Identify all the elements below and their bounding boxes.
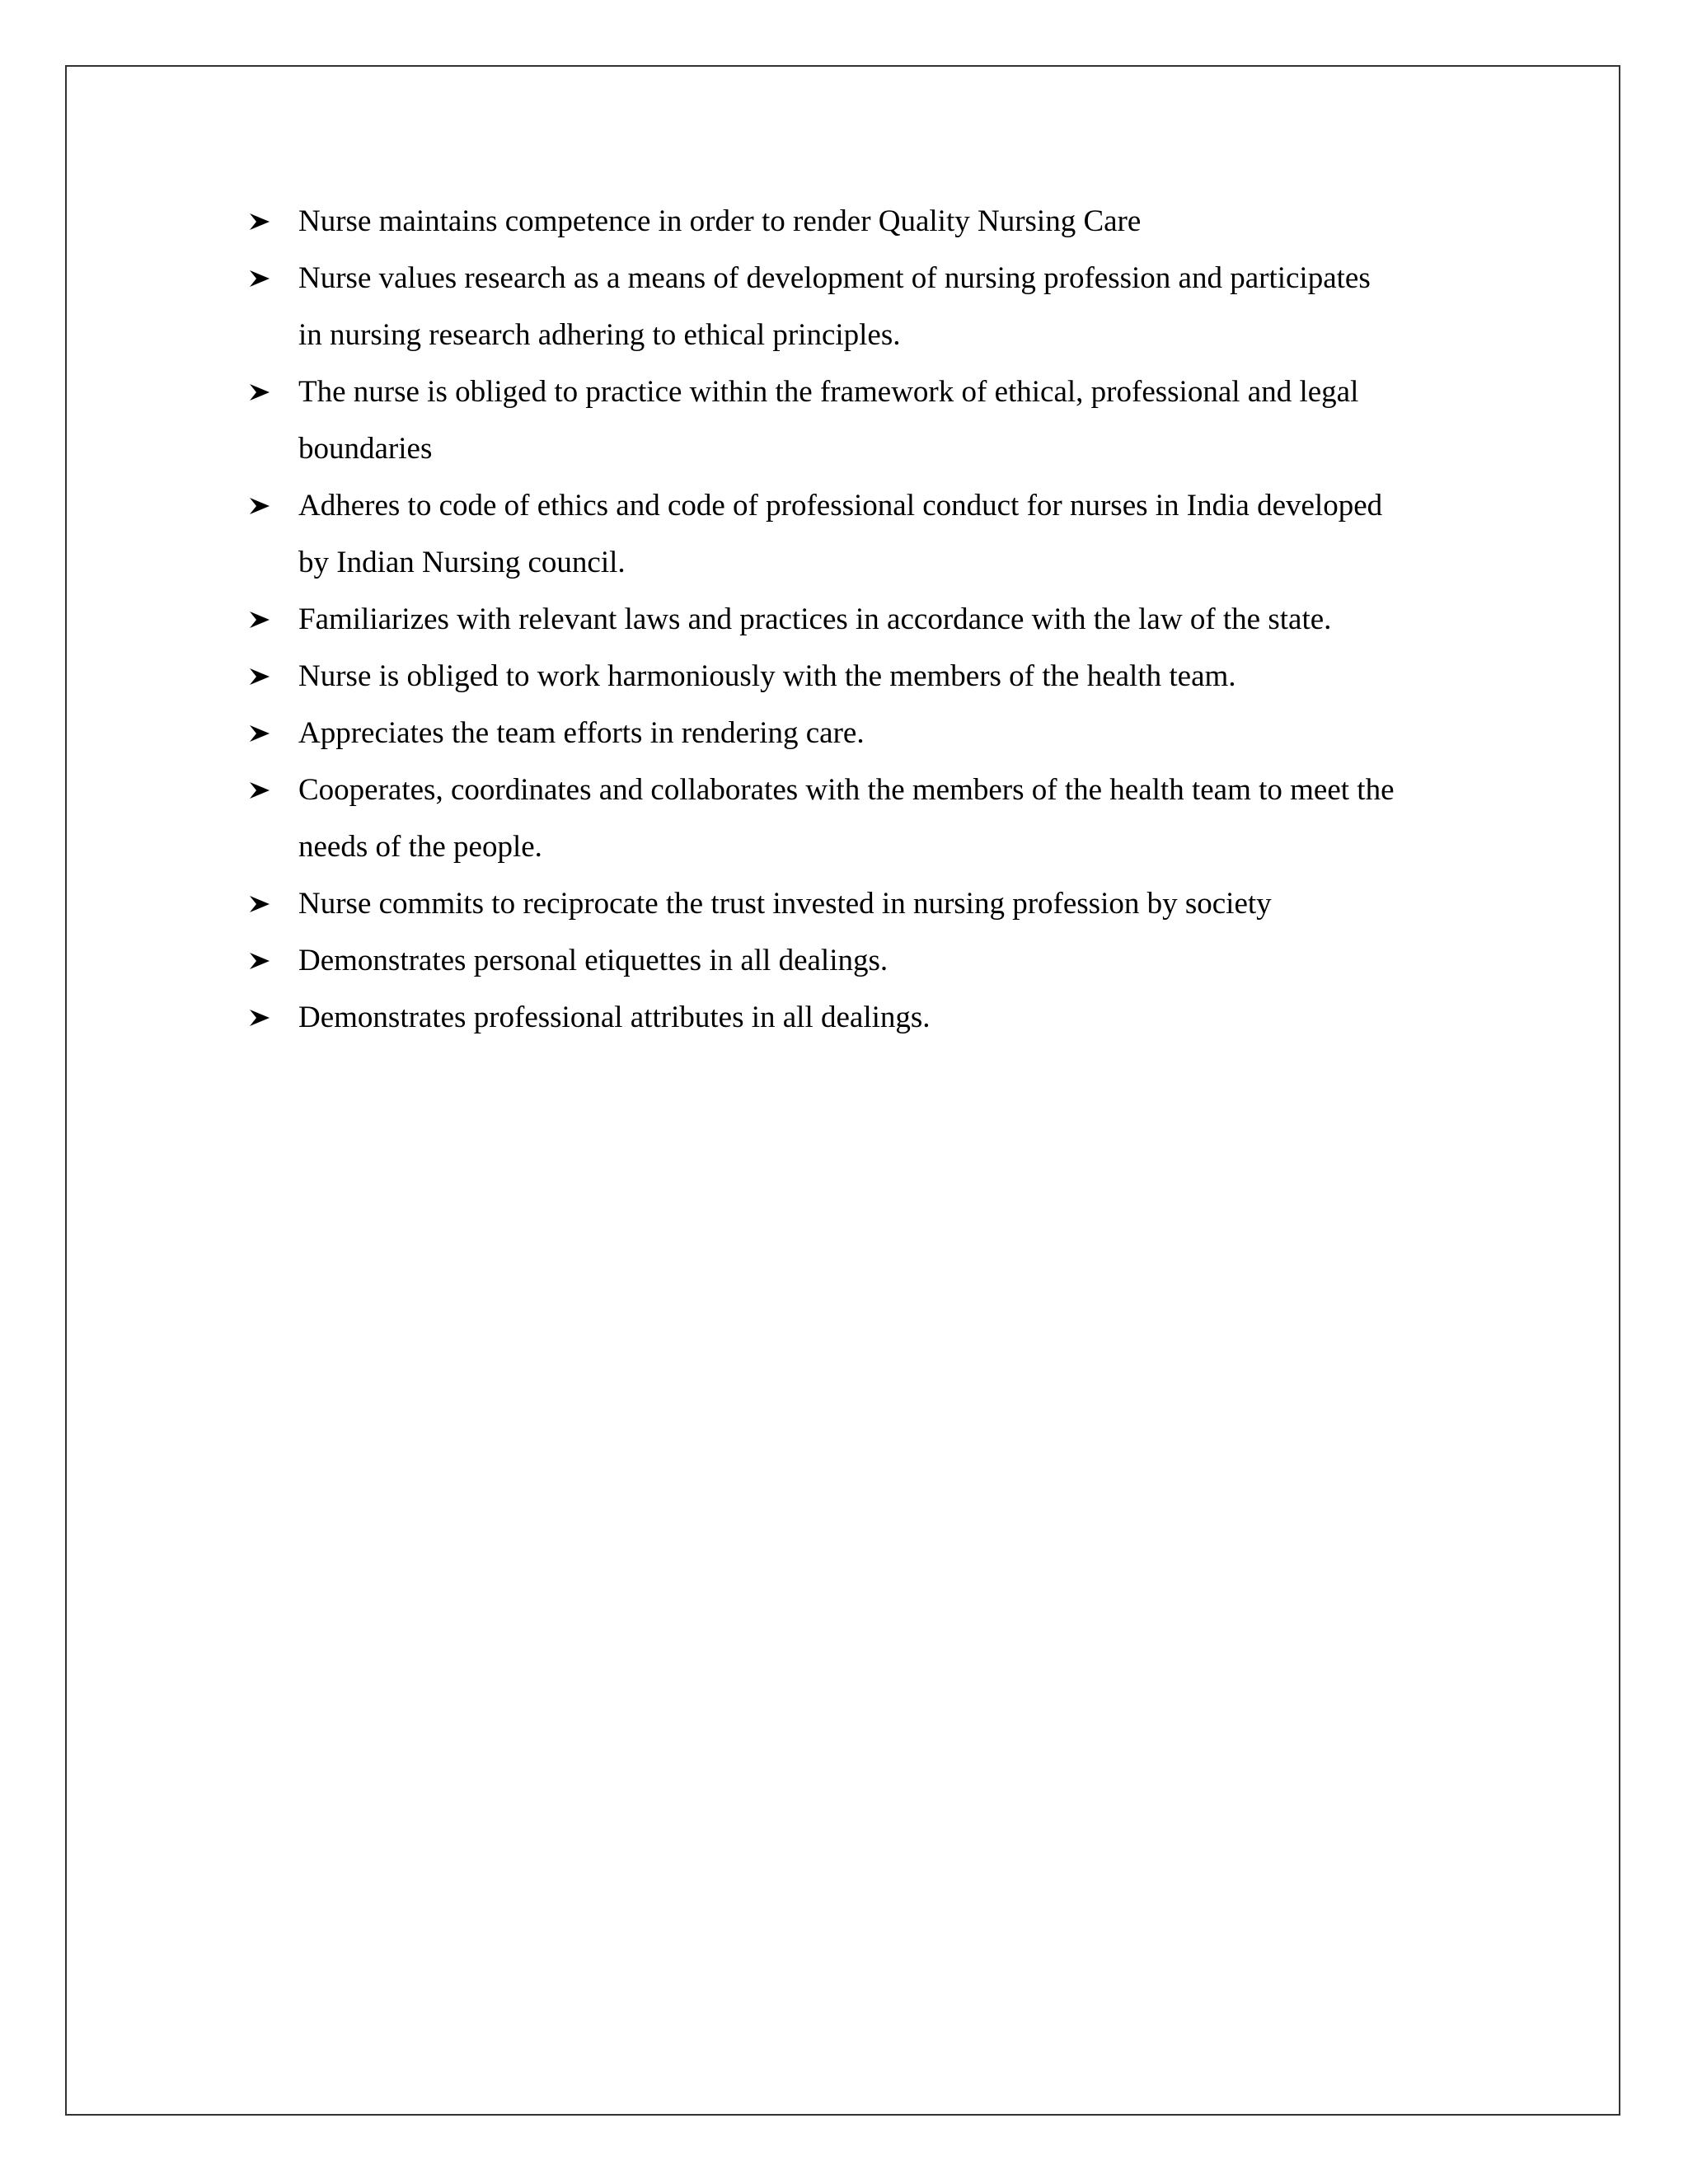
- list-item-text-line: Appreciates the team efforts in rendering care.: [298, 716, 865, 750]
- arrowhead-bullet-icon: [249, 705, 274, 762]
- arrowhead-bullet-icon: [249, 591, 274, 648]
- list-item-text-line: Nurse is obliged to work harmoniously with the members of the health team.: [298, 659, 1236, 693]
- list-item-text-line: Familiarizes with relevant laws and practices in accordance with the law of the state.: [298, 602, 1332, 636]
- list-item: [249, 648, 1518, 705]
- list-item: [249, 875, 1518, 932]
- arrowhead-bullet-icon: [249, 477, 274, 534]
- arrowhead-bullet-icon: [249, 648, 274, 705]
- list-item: [249, 591, 1518, 648]
- list-item: [249, 250, 1518, 363]
- bullet-list: [249, 193, 1518, 1046]
- list-item-text-line: Demonstrates professional attributes in all dealings.: [298, 1001, 931, 1034]
- list-item-text-line: Nurse maintains competence in order to render Quality Nursing Care: [298, 204, 1142, 238]
- list-item-text-line: needs of the people.: [298, 830, 542, 864]
- list-item-text-line: The nurse is obliged to practice within the framework of ethical, professional and legal: [298, 375, 1359, 409]
- list-item-text-line: Adheres to code of ethics and code of professional conduct for nurses in India developed: [298, 489, 1383, 523]
- list-item-text-line: Cooperates, coordinates and collaborates with the members of the health team to meet the: [298, 773, 1395, 807]
- arrowhead-bullet-icon: [249, 932, 274, 989]
- list-item: [249, 193, 1518, 250]
- arrowhead-bullet-icon: [249, 363, 274, 420]
- arrowhead-bullet-icon: [249, 989, 274, 1046]
- list-item-text-line: Demonstrates personal etiquettes in all dealings.: [298, 944, 889, 977]
- list-item: [249, 705, 1518, 762]
- arrowhead-bullet-icon: [249, 875, 274, 932]
- list-item: [249, 989, 1518, 1046]
- list-item-text-line: by Indian Nursing council.: [298, 546, 626, 579]
- arrowhead-bullet-icon: [249, 250, 274, 307]
- arrowhead-bullet-icon: [249, 193, 274, 250]
- list-item: [249, 477, 1518, 591]
- list-item: [249, 932, 1518, 989]
- list-item-text-line: Nurse commits to reciprocate the trust invested in nursing profession by society: [298, 887, 1272, 921]
- arrowhead-bullet-icon: [249, 762, 274, 818]
- list-item-text-line: in nursing research adhering to ethical principles.: [298, 318, 901, 352]
- list-item: [249, 363, 1518, 477]
- list-item: [249, 762, 1518, 875]
- list-item-text-line: Nurse values research as a means of development of nursing profession and participates: [298, 261, 1371, 295]
- list-item-text-line: boundaries: [298, 432, 433, 466]
